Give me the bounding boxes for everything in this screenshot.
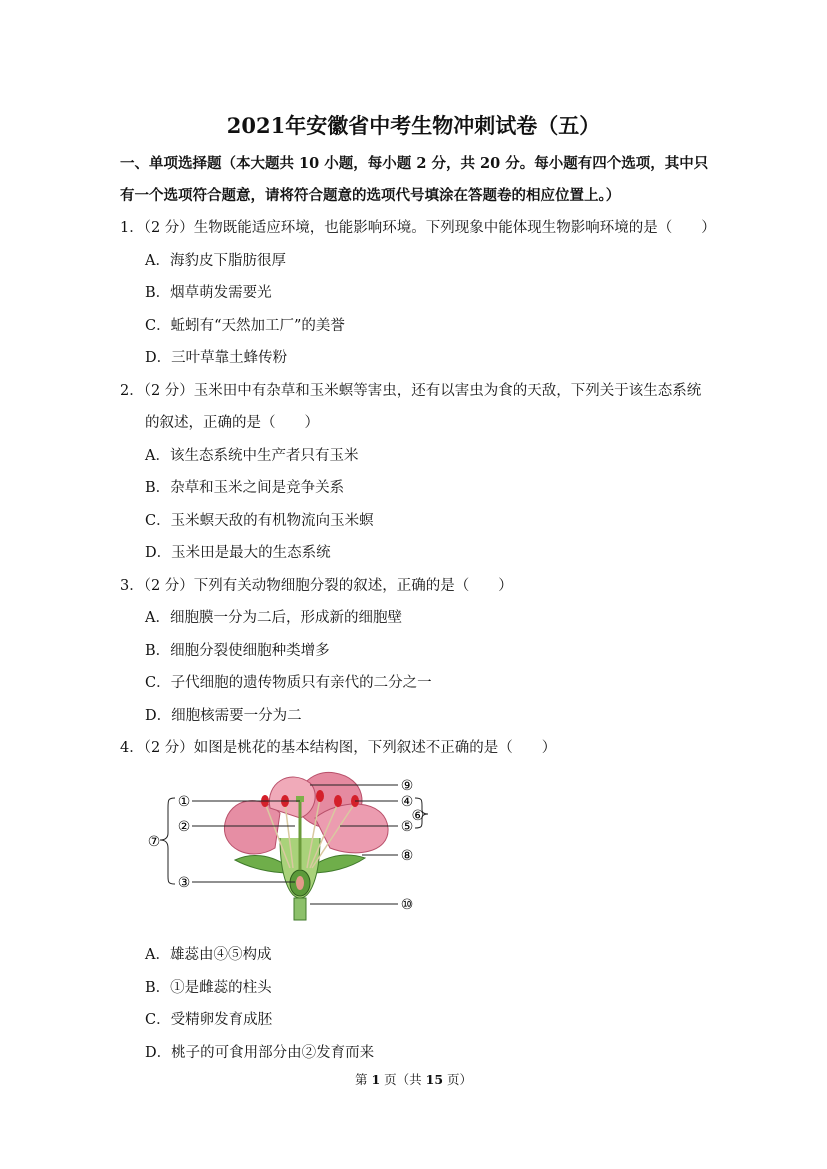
question-4-stem: 4．（2 分）如图是桃花的基本结构图，下列叙述不正确的是（ ） [120, 740, 557, 756]
label-6: ⑥ [411, 808, 424, 824]
question-2-option-b: B．杂草和玉米之间是竞争关系 [145, 480, 345, 496]
ovule-icon [296, 876, 304, 890]
section-instructions-line-2: 有一个选项符合题意，请将符合题意的选项代号填涂在答题卷的相应位置上。） [120, 187, 621, 204]
question-3-option-b: B．细胞分裂使细胞种类增多 [145, 643, 330, 659]
label-1: ① [177, 794, 191, 810]
question-4-option-d: D．桃子的可食用部分由②发育而来 [145, 1045, 375, 1061]
page-title: 2021年安徽省中考生物冲刺试卷（五） [226, 113, 601, 138]
question-1-option-b: B．烟草萌发需要光 [145, 285, 272, 301]
question-2-stem-continued: 的叙述，正确的是（ ） [145, 415, 319, 431]
current-page-number: 1 [371, 1072, 381, 1087]
question-2-option-c: C．玉米螟天敌的有机物流向玉米螟 [145, 513, 374, 529]
total-pages: 15 [425, 1072, 444, 1087]
question-2-stem: 2．（2 分）玉米田中有杂草和玉米螟等害虫，还有以害虫为食的天敌，下列关于该生态系统 [120, 383, 702, 399]
question-3-option-d: D．细胞核需要一分为二 [145, 708, 302, 724]
section-instructions-line-1: 一、单项选择题（本大题共 10 小题，每小题 2 分，共 20 分。每小题有四个选项，其中只 [120, 155, 709, 172]
label-9: ⑨ [400, 778, 414, 794]
question-2-option-d: D．玉米田是最大的生态系统 [145, 545, 331, 561]
label-3: ③ [177, 875, 191, 891]
page-footer: 第 1 页（共 15 页） [354, 1072, 473, 1087]
label-2: ② [177, 819, 191, 835]
question-4-option-a: A．雄蕊由④⑤构成 [145, 947, 272, 963]
question-4-option-b: B．①是雌蕊的柱头 [145, 980, 272, 996]
anther-icon [316, 790, 324, 802]
label-8: ⑧ [400, 848, 414, 864]
question-2-option-a: A．该生态系统中生产者只有玉米 [145, 448, 359, 464]
question-1-stem: 1．（2 分）生物既能适应环境，也能影响环境。下列现象中能体现生物影响环境的是（ ） [120, 220, 716, 236]
question-4-option-c: C．受精卵发育成胚 [145, 1012, 273, 1028]
stem-icon [294, 898, 306, 920]
label-10: ⑩ [400, 897, 414, 913]
petal-icon [315, 804, 388, 853]
anther-icon [334, 795, 342, 807]
label-7: ⑦ [147, 834, 161, 850]
label-5: ⑤ [400, 819, 414, 835]
question-3-stem: 3．（2 分）下列有关动物细胞分裂的叙述，正确的是（ ） [120, 578, 513, 594]
question-3-option-a: A．细胞膜一分为二后，形成新的细胞壁 [145, 610, 402, 626]
question-3-option-c: C．子代细胞的遗传物质只有亲代的二分之一 [145, 675, 432, 691]
question-1-option-c: C．蚯蚓有“天然加工厂”的美誉 [145, 318, 345, 334]
question-1-option-d: D．三叶草靠土蜂传粉 [145, 350, 288, 366]
question-1-option-a: A．海豹皮下脂肪很厚 [145, 253, 286, 269]
label-4: ④ [400, 794, 414, 810]
peach-flower-diagram [140, 768, 430, 923]
